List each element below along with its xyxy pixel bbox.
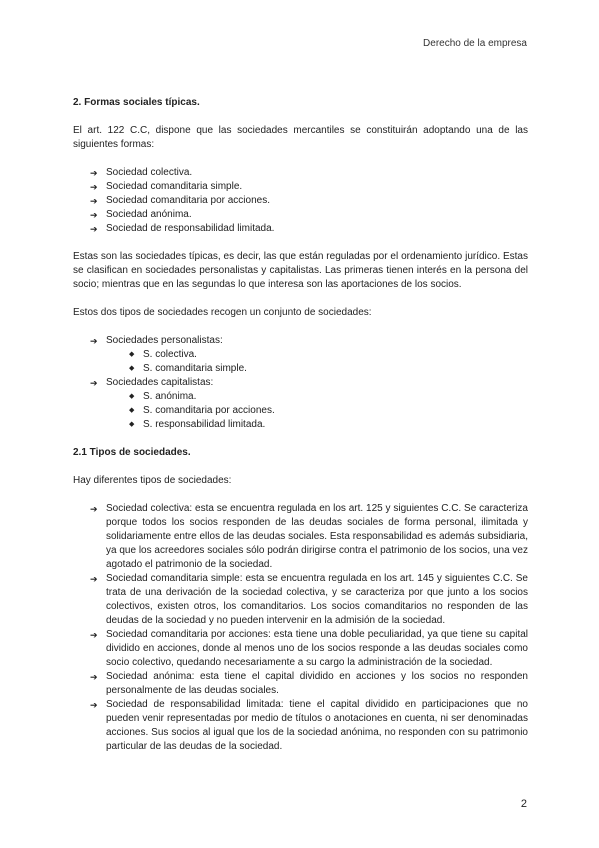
arrow-icon: ➔ bbox=[90, 196, 98, 206]
arrow-icon: ➔ bbox=[90, 210, 98, 220]
page-number: 2 bbox=[520, 798, 527, 810]
groups-list bbox=[73, 334, 528, 348]
sub-list bbox=[73, 348, 528, 376]
section-2-intro: El art. 122 C.C, dispone que las sociedades mercantiles se constituirán adoptando una de las siguientes formas: bbox=[73, 125, 528, 150]
types-list bbox=[73, 502, 528, 754]
diamond-bullet-icon: ◆ bbox=[129, 393, 135, 400]
sub-list-item: ◆ S. comanditaria por acciones. bbox=[129, 405, 275, 416]
diamond-bullet-icon: ◆ bbox=[129, 365, 135, 372]
arrow-icon: ➔ bbox=[90, 574, 98, 584]
sub-list-item: ◆ S. colectiva. bbox=[129, 349, 197, 360]
arrow-icon: ➔ bbox=[90, 168, 98, 178]
arrow-icon: ➔ bbox=[90, 700, 98, 710]
arrow-icon: ➔ bbox=[90, 224, 98, 234]
arrow-icon: ➔ bbox=[90, 182, 98, 192]
document-body bbox=[73, 96, 528, 754]
list-item: ➔ Sociedad de responsabilidad limitada. bbox=[90, 223, 275, 234]
list-item: ➔ Sociedad comanditaria por acciones. bbox=[90, 195, 270, 206]
arrow-icon: ➔ bbox=[90, 378, 98, 388]
diamond-bullet-icon: ◆ bbox=[129, 407, 135, 414]
list-item: ➔ Sociedad colectiva. bbox=[90, 167, 193, 178]
list-item: ➔ Sociedad colectiva: esta se encuentra regulada en los art. 125 y siguientes C.C. Se caracteriza porque todos los socios responden de las deudas sociales de forma personal, ilimitada y solidariamente entre ellos de las deudas sociales. Esta responsabilidad es además subsidiaria, ya que los acreedores sociales sólo podrán dirigirse contra el patrimonio de los socios, una vez agotado el patrimonio de la sociedad. bbox=[90, 503, 528, 570]
groups-list bbox=[73, 376, 528, 390]
diamond-bullet-icon: ◆ bbox=[129, 421, 135, 428]
section-2-paragraph: Estos dos tipos de sociedades recogen un conjunto de sociedades: bbox=[73, 307, 372, 318]
sub-list bbox=[73, 390, 528, 432]
list-item: ➔ Sociedad de responsabilidad limitada: tiene el capital dividido en participaciones que no pueden venir representadas por medio de títulos o anotaciones en cuenta, ni ser denominadas acciones. Sus socios al igual que los de la sociedad anónima, no responden con su patrimonio particular de las deudas de la sociedad. bbox=[90, 699, 528, 752]
arrow-icon: ➔ bbox=[90, 672, 98, 682]
section-2-1-title: 2.1 Tipos de sociedades. bbox=[73, 447, 191, 458]
page-header-title: Derecho de la empresa bbox=[423, 38, 527, 49]
list-item: ➔ Sociedades personalistas: bbox=[90, 335, 223, 346]
sub-list-item: ◆ S. responsabilidad limitada. bbox=[129, 419, 266, 430]
section-2-title: 2. Formas sociales típicas. bbox=[73, 97, 200, 108]
arrow-icon: ➔ bbox=[90, 504, 98, 514]
forms-list bbox=[73, 166, 528, 236]
list-item: ➔ Sociedad anónima: esta tiene el capital dividido en acciones y los socios no responden personalmente de las deudas sociales. bbox=[90, 671, 528, 696]
arrow-icon: ➔ bbox=[90, 336, 98, 346]
section-2-paragraph: Estas son las sociedades típicas, es decir, las que están reguladas por el ordenamiento jurídico. Estas se clasifican en sociedades personalistas y capitalistas. Las primeras tienen interés en la persona del socio; mientras que en las segundas lo que interesa son las aportaciones de los socios. bbox=[73, 251, 528, 290]
sub-list-item: ◆ S. anónima. bbox=[129, 391, 197, 402]
list-item: ➔ Sociedad comanditaria simple. bbox=[90, 181, 243, 192]
section-2-1-intro: Hay diferentes tipos de sociedades: bbox=[73, 475, 232, 486]
list-item: ➔ Sociedad anónima. bbox=[90, 209, 192, 220]
list-item: ➔ Sociedad comanditaria por acciones: esta tiene una doble peculiaridad, ya que tiene su capital dividido en acciones, donde al menos uno de los socios responde a las deudas sociales como socio colectivo, quedando necesariamente a su cargo la administración de la sociedad. bbox=[90, 629, 528, 668]
arrow-icon: ➔ bbox=[90, 630, 98, 640]
diamond-bullet-icon: ◆ bbox=[129, 351, 135, 358]
list-item: ➔ Sociedades capitalistas: bbox=[90, 377, 214, 388]
sub-list-item: ◆ S. comanditaria simple. bbox=[129, 363, 247, 374]
list-item: ➔ Sociedad comanditaria simple: esta se encuentra regulada en los art. 145 y siguientes C.C. Se trata de una derivación de la sociedad colectiva, y se caracteriza por que junto a los socios colectivos, existen otros, los comanditarios. Los socios comanditarios no responden de las deudas de la sociedad y no pueden intervenir en la admisión de la sociedad. bbox=[90, 573, 528, 626]
